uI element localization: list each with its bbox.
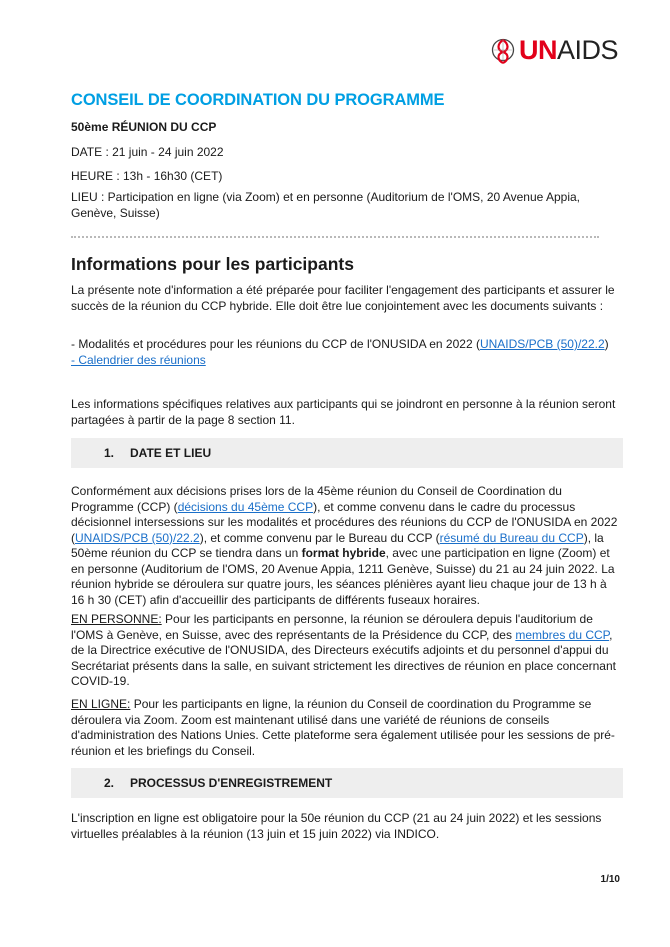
link-modalites-doc[interactable]: UNAIDS/PCB (50)/22.2 bbox=[479, 337, 605, 351]
page-number: 1/10 bbox=[600, 874, 620, 885]
specific-info-paragraph: Les informations spécifiques relatives aux participants qui se joindront en personne à la réunion seront partagées à partir de la page 8 section 11. bbox=[71, 397, 616, 427]
meeting-location: LIEU : Participation en ligne (via Zoom) et en personne (Auditorium de l'OMS, 20 Avenue Appia, Genève, Suisse) bbox=[71, 190, 581, 220]
section-1-paragraph-1: Conformément aux décisions prises lors de la 45ème réunion du Conseil de Coordination du Programme (CCP) (décisions du 45ème CCP), et comme convenu dans le cadre du processus décisionnel intersessions sur les modalités et procédures des réunions du CCP de l'ONUSIDA en 2022 (UNAIDS/PCB (50)/22.2), et comme convenu par le Bureau du CCP (résumé du Bureau du CCP), la 50ème réunion du CCP se tiendra dans un format hybride, avec une participation en ligne (Zoom) et en personne (Auditorium de l'OMS, 20 Avenue Appia, 1211 Genève, Suisse) du 21 au 24 juin 2022. La réunion hybride se déroulera sur quatre jours, les séances plénières ayant lieu chaque jour de 13 h à 16 h 30 (CET) afin d'accueillir des participants de différents fuseaux horaires. bbox=[71, 484, 618, 607]
meeting-hour: HEURE : 13h - 16h30 (CET) bbox=[71, 169, 223, 183]
meeting-number: 50ème RÉUNION DU CCP bbox=[71, 120, 217, 134]
document-title: CONSEIL DE COORDINATION DU PROGRAMME bbox=[71, 91, 445, 109]
document-list: - Modalités et procédures pour les réunions du CCP de l'ONUSIDA en 2022 (UNAIDS/PCB (50)/22.2) - Calendrier des réunions bbox=[71, 337, 609, 367]
section-2-header: 2. PROCESSUS D'ENREGISTREMENT bbox=[71, 768, 623, 798]
section-1-paragraph-2: EN PERSONNE: Pour les participants en personne, la réunion se déroulera depuis l'auditorium de l'OMS à Genève, en Suisse, avec des représentants de la Présidence du CCP, des membres du CCP, de la Directrice exécutive de l'ONUSIDA, des Directeurs exécutifs adjoints et du personnel d'appui du Secrétariat présents dans la salle, en suivant strictement les directives de réunion en place concernant COVID-19. bbox=[71, 612, 616, 688]
link-decisions-45[interactable]: décisions du 45ème CCP bbox=[177, 499, 314, 514]
link-pcb-doc[interactable]: UNAIDS/PCB (50)/22.2 bbox=[75, 530, 200, 545]
link-bureau-summary[interactable]: résumé du Bureau du CCP bbox=[439, 530, 584, 545]
unaids-logo bbox=[491, 36, 618, 64]
dotted-divider bbox=[71, 236, 599, 238]
link-members[interactable]: membres du CCP bbox=[515, 627, 610, 642]
section-1-header: 1. DATE ET LIEU bbox=[71, 438, 623, 468]
info-heading: Informations pour les participants bbox=[71, 254, 354, 274]
meeting-date: DATE : 21 juin - 24 juin 2022 bbox=[71, 145, 224, 159]
section-2-paragraph-1: L'inscription en ligne est obligatoire pour la 50e réunion du CCP (21 au 24 juin 2022) et les sessions virtuelles préalables à la réunion (13 juin et 15 juin 2022) via INDICO. bbox=[71, 811, 602, 841]
intro-paragraph: La présente note d'information a été préparée pour faciliter l'engagement des participants et assurer le succès de la réunion du CCP hybride. Elle doit être lue conjointement avec les documents suivants : bbox=[71, 283, 615, 313]
logo-wordmark: UNAIDS bbox=[518, 34, 618, 65]
section-1-paragraph-3: EN LIGNE: Pour les participants en ligne, la réunion du Conseil de coordination du Programme se déroulera via Zoom. Zoom est maintenant utilisé dans une variété de réunions de conseils d'administration des Nations Unies. Cette plateforme sera également utilisée pour les sessions de pré-réunion et les briefings du Conseil. bbox=[71, 697, 615, 758]
ribbon-globe-icon bbox=[491, 36, 515, 64]
link-calendrier[interactable]: - Calendrier des réunions bbox=[71, 352, 206, 367]
